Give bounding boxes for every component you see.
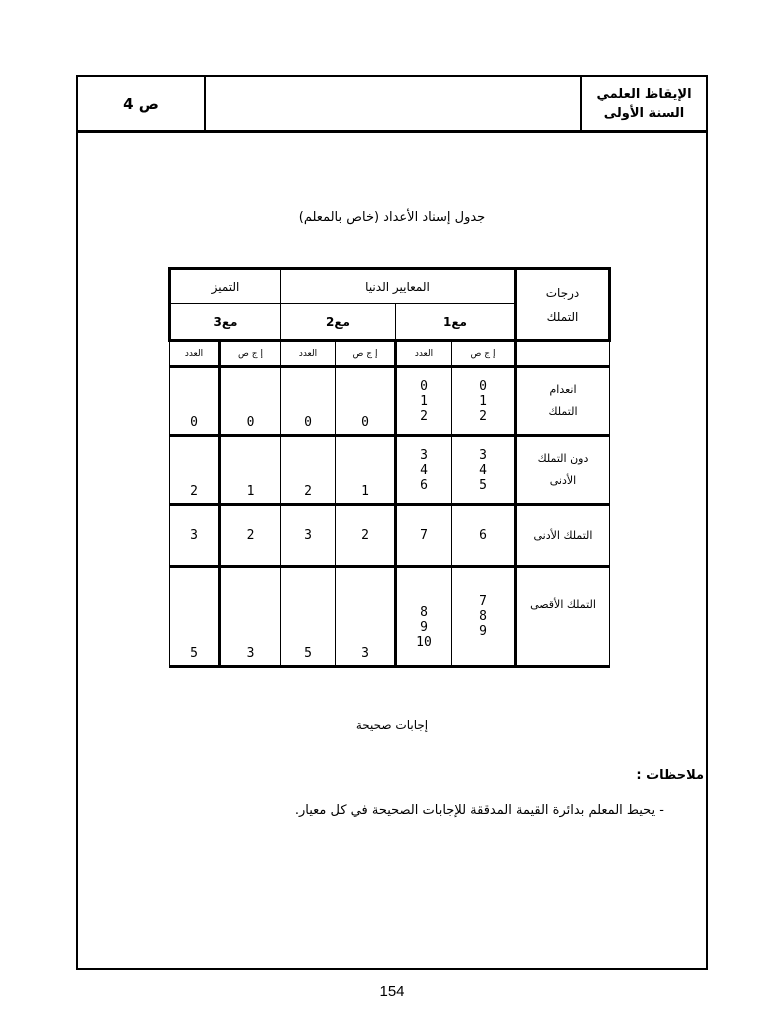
page-header — [78, 77, 706, 133]
c3-grade-cell: 5 — [170, 567, 220, 667]
row-label: التملك الأدنى — [516, 505, 610, 567]
c1-grade-cell: 3 4 6 — [396, 436, 452, 505]
criterion-2-header: مع2 — [281, 304, 396, 341]
c3-grade-subheader: العدد — [170, 341, 220, 367]
table-caption: إجابات صحيحة — [355, 718, 429, 732]
table-title: جدول إسناد الأعداد (خاص بالمعلم) — [298, 210, 486, 225]
c2-grade-cell: 5 — [281, 567, 336, 667]
c3-grade-cell: 0 — [170, 367, 220, 436]
c1-grade-cell: 0 1 2 — [396, 367, 452, 436]
c1-grade-cell: 7 — [396, 505, 452, 567]
row-label: التملك الأقصى — [516, 567, 610, 667]
excellence-header: التميز — [170, 269, 281, 304]
c2-grade-cell: 2 — [281, 436, 336, 505]
table-row — [170, 367, 610, 436]
table-row — [170, 436, 610, 505]
c1-answers-subheader: إ ج ص — [452, 341, 516, 367]
c2-grade-subheader: العدد — [281, 341, 336, 367]
row-label: دون التملك الأدنى — [516, 436, 610, 505]
c3-grade-cell: 2 — [170, 436, 220, 505]
c2-answers-cell: 2 — [336, 505, 396, 567]
mastery-levels-header: درجات التملك — [516, 269, 610, 341]
c2-grade-cell: 0 — [281, 367, 336, 436]
c3-answers-cell: 3 — [220, 567, 281, 667]
c2-answers-subheader: إ ج ص — [336, 341, 396, 367]
page-label: ص 4 — [78, 77, 206, 130]
criterion-1-header: مع1 — [396, 304, 516, 341]
c2-answers-cell: 0 — [336, 367, 396, 436]
level-title: السنة الأولى — [603, 105, 685, 121]
c2-grade-cell: 3 — [281, 505, 336, 567]
c1-answers-cell: 7 8 9 — [452, 567, 516, 667]
c3-answers-cell: 2 — [220, 505, 281, 567]
table-row — [170, 505, 610, 567]
note-item: - يحيط المعلم بدائرة القيمة المدققة للإجابات الصحيحة في كل معيار. — [294, 803, 664, 818]
notes-label: ملاحظات : — [636, 768, 704, 783]
c3-answers-subheader: إ ج ص — [220, 341, 281, 367]
header-blank-cell — [206, 77, 582, 130]
c1-answers-cell: 0 1 2 — [452, 367, 516, 436]
c1-grade-cell: 8 9 10 — [396, 567, 452, 667]
page-number: 154 — [379, 983, 405, 1000]
row-label: انعدام التملك — [516, 367, 610, 436]
c3-answers-cell: 0 — [220, 367, 281, 436]
c2-answers-cell: 3 — [336, 567, 396, 667]
header-subject-cell — [582, 77, 706, 130]
criterion-3-header: مع3 — [170, 304, 281, 341]
c3-grade-cell: 3 — [170, 505, 220, 567]
subject-title: الإيقاظ العلمي — [596, 86, 692, 102]
c2-answers-cell: 1 — [336, 436, 396, 505]
c1-answers-cell: 6 — [452, 505, 516, 567]
c3-answers-cell: 1 — [220, 436, 281, 505]
grading-table — [168, 267, 611, 668]
c1-answers-cell: 3 4 5 — [452, 436, 516, 505]
table-row — [170, 567, 610, 667]
minimal-criteria-header: المعايير الدنيا — [281, 269, 516, 304]
empty-subheader-cell — [516, 341, 610, 367]
c1-grade-subheader: العدد — [396, 341, 452, 367]
